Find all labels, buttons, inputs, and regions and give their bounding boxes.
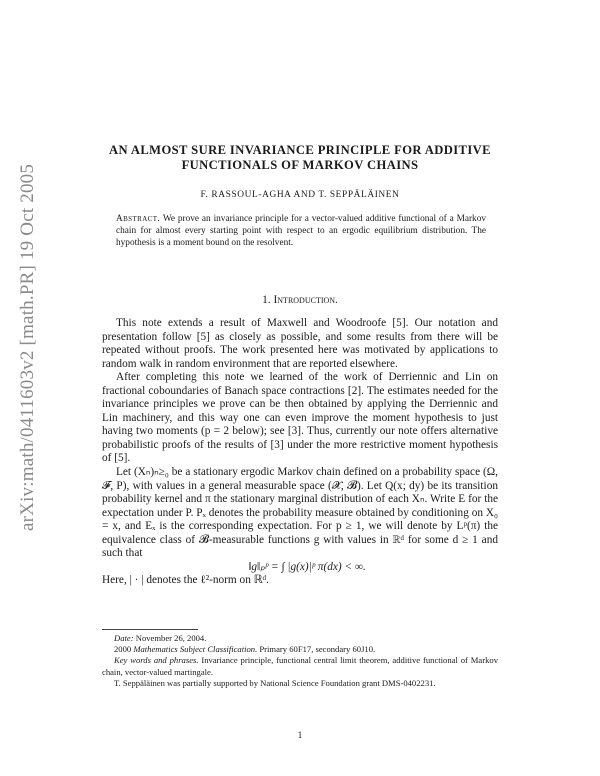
footnote-rule bbox=[102, 629, 198, 630]
paragraph-4: Here, | · | denotes the ℓ²-norm on ℝᵈ. bbox=[102, 574, 269, 587]
msc-label: Mathematics Subject Classification. bbox=[133, 644, 258, 655]
abstract-label: Abstract. bbox=[116, 214, 161, 224]
keywords-label: Key words and phrases. bbox=[114, 655, 199, 666]
title-line-2: FUNCTIONALS OF MARKOV CHAINS bbox=[181, 158, 419, 172]
arxiv-margin-identifier: arXiv:math/0411603v2 [math.PR] 19 Oct 2005 bbox=[17, 163, 38, 531]
keywords-value: Invariance principle, functional central limit theorem, additive functional of Markov chain, vector-valued martingale. bbox=[102, 655, 498, 677]
footnotes bbox=[102, 629, 498, 689]
footnote-date bbox=[102, 633, 498, 644]
paragraph-1: This note extends a result of Maxwell and Woodroofe [5]. Our notation and presentation follow [5] as closely as possible, and some results from there will be repeated without proofs. The work presented here was motivated by applications to random walk in random environment that are reported elsewhere. bbox=[102, 317, 498, 370]
date-value: November 26, 2004. bbox=[135, 633, 207, 643]
paragraph-2: After completing this note we learned of the work of Derriennic and Lin on fractional coboundaries of Banach space contractions [2]. The estimates needed for the invariance principles we prove can be then obtained by applying the Derriennic and Lin machinery, and this way one can even improve the moment hypothesis to just having two moments (p = 2 below); see [3]. Thus, currently our note offers alternative probabilistic proofs of the results of [3] under the more restrictive moment hypothesis of [5]. bbox=[102, 371, 498, 465]
footnote-msc bbox=[102, 644, 498, 655]
abstract-text: We prove an invariance principle for a vector-valued additive functional of a Markov chain for almost every starting point with respect to an ergodic equilibrium distribution. The hypothesis is a moment bound on the resolvent. bbox=[116, 214, 486, 248]
norm-equation: ‖g‖ₚᵖ = ∫ |g(x)|ᵖ π(dx) < ∞. bbox=[248, 560, 366, 573]
section-title: Introduction. bbox=[273, 294, 338, 306]
section-heading bbox=[60, 294, 540, 306]
page-number: 1 bbox=[297, 731, 303, 741]
paragraph-3: Let (Xₙ)ₙ≥₀ be a stationary ergodic Markov chain defined on a probability space (Ω, 𝓕, P), with values in a general measurable space (𝓧, 𝓑). Let Q(x; dy) be its transition probability kernel and π the stationary marginal distribution of each Xₙ. Write E for the expectation under P. Pₓ denotes the probability measure obtained by conditioning on X₀ = x, and Eₓ is the corresponding expectation. For p ≥ 1, we will denote by Lᵖ(π) the equivalence class of 𝓑-measurable functions g with values in ℝᵈ for some d ≥ 1 and such that bbox=[102, 466, 498, 560]
abstract bbox=[116, 213, 486, 249]
paper-title bbox=[60, 143, 540, 173]
authors: F. RASSOUL-AGHA AND T. SEPPÄLÄINEN bbox=[200, 190, 400, 200]
body-text bbox=[102, 317, 498, 588]
date-label: Date: bbox=[114, 633, 134, 643]
footnote-keywords bbox=[102, 655, 498, 677]
footnote-support: T. Seppäläinen was partially supported by National Science Foundation grant DMS-0402231. bbox=[114, 677, 436, 688]
msc-prefix: 2000 bbox=[114, 644, 132, 655]
title-line-1: AN ALMOST SURE INVARIANCE PRINCIPLE FOR ADDITIVE bbox=[109, 143, 491, 157]
msc-value: Primary 60F17, secondary 60J10. bbox=[259, 644, 376, 655]
section-number: 1. bbox=[262, 294, 271, 306]
